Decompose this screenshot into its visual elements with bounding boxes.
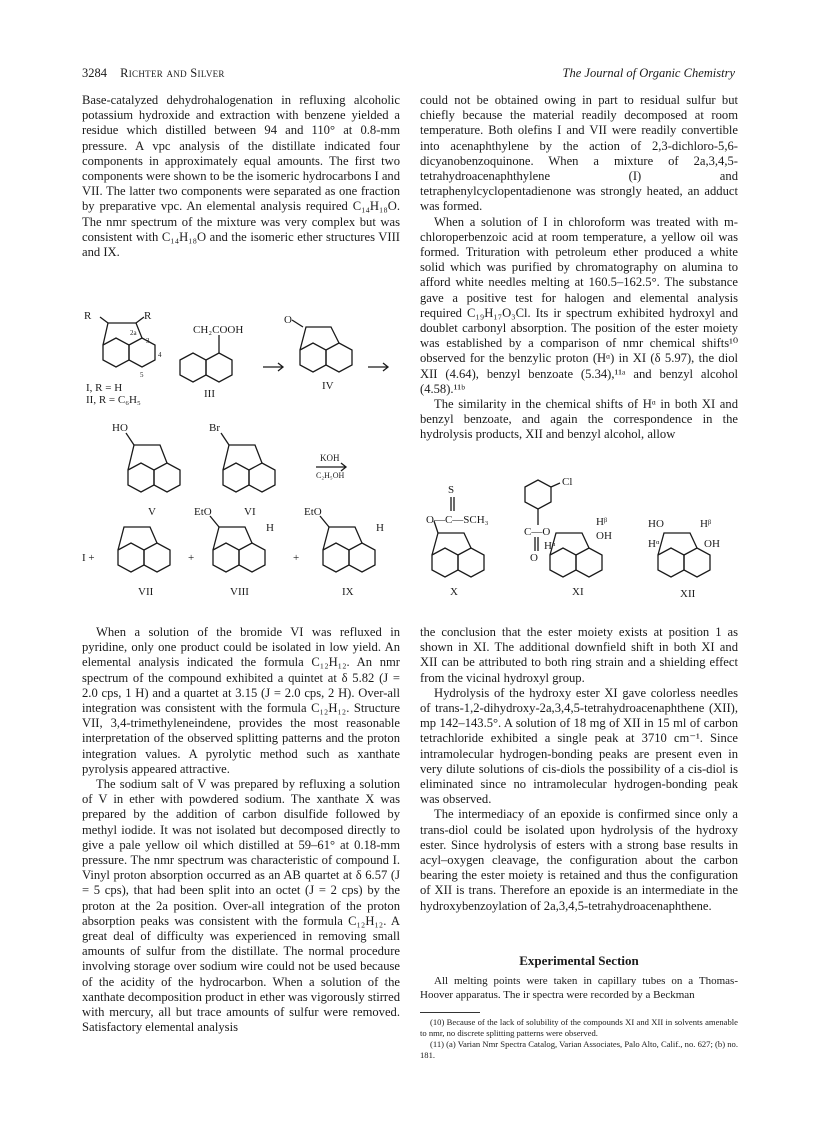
page-number: 3284 (82, 66, 107, 80)
section-heading: Experimental Section (519, 953, 639, 968)
label-XII-OH: OH (704, 538, 720, 550)
paragraph: When a solution of I in chloroform was treated with m-chloroperbenzoic acid at room temperature, a yellow oil was formed. Trituration with petroleum ether produced a white solid which was purified by chromatography on alumina to afford white needles melting at 160.5–162.5°. The substance gave a positive test for halogen and elemental analysis required C₁₉H₁₇O₃Cl. Its ir spectrum exhibited hydroxyl and doublet carbonyl absorption. The position of the ester moiety was established by a comparison of nmr chemical shifts¹⁰ observed for the benzylic proton (Hᵅ) in XI (δ 5.97), the diol XII (4.64), benzyl benzoate (5.34),¹¹ᵃ and benzyl alcohol (4.58).¹¹ᵇ (420, 214, 738, 396)
label-XII-HO: HO (648, 518, 664, 530)
label-plus-2: + (293, 552, 300, 564)
label-XII: XII (680, 588, 696, 600)
running-authors: Richter and Silver (120, 66, 225, 80)
label-VI: VI (244, 506, 256, 518)
column-left-top (82, 93, 400, 260)
paragraph: Hydrolysis of the hydroxy ester XI gave colorless needles of trans-1,2-dihydroxy-2a,3,4,5-tetrahydroacenaphthene (XII), mp 142–143.5°. A solution of 18 mg of XII in 15 ml of carbon tetrachloride exhibited a single peak at 3710 cm⁻¹. Since intramolecular hydrogen-bonding peaks are present even in very dilute solutions of cis-diols the possibility of a cis-diol is eliminated since no intramolecular hydrogen-bonding peak was observed. (420, 685, 738, 807)
paragraph: could not be obtained owing in part to residual sulfur but chiefly because the material readily decomposed at room temperature. Both olefins I and VII were readily convertible into acenaphthylene by the action of 2,3-dichloro-5,6-dicyanobenzoquinone. When a mixture of 2a,3,4,5-tetrahydroacenaphthylene (I) and tetraphenylcyclopentadienone was strongly heated, an adduct was formed. (420, 93, 738, 214)
label-XI-O: O (530, 552, 538, 564)
label-X-group: O—C—SCH₃ (426, 514, 489, 526)
label-VIII-sub: EtO (194, 506, 212, 518)
reaction-scheme-left (78, 305, 408, 605)
label-I-plus: I + (82, 552, 95, 564)
label-XII-Ha: Hᵅ (648, 538, 660, 550)
label-R-right: R (144, 310, 152, 322)
column-left-bottom (82, 625, 400, 1035)
column-right-bottom (420, 625, 738, 914)
footnotes (420, 1017, 738, 1061)
label-3: 3 (146, 337, 150, 345)
label-XII-Hb: Hᵝ (700, 518, 712, 530)
paragraph: The sodium salt of V was prepared by refluxing a solution of V in ether with powdered sodium. The xanthate X was prepared by the addition of carbon disulfide followed by methyl iodide. It was not isolated but decomposed directly to give a pale yellow oil which distilled at 59–61° at 0.18-mm pressure. The nmr spectrum was characteristic of compound I. Vinyl proton absorption occurred as an AB quartet at δ 6.57 (J = 5 cps), that had been split into an octet (J = 2 cps) by the proton at the 2a position. Over-all integration of the proton absorption peaks was consistent with the formula C₁₂H₁₂. A great deal of difficulty was experienced in removing small amounts of sulfur from the distillate. The normal procedure involving storage over sodium wire could not be used because of the acidity of the hydrocarbon. When a solution of the xanthate decomposition product in ether was vigorously stirred with mercury, all but trace amounts of sulfur were removed. Satisfactory elemental analysis (82, 777, 400, 1035)
label-plus-1: + (188, 552, 195, 564)
label-XI-Cl: Cl (562, 476, 573, 488)
label-koh-solvent: C₂H₅OH (316, 471, 345, 480)
label-XI-Ha: Hᵅ (544, 540, 556, 552)
footnote: (10) Because of the lack of solubility of the compounds XI and XII in solvents amenable to nmr, no discrete splitting patterns were observed. (420, 1017, 738, 1038)
label-IX-sub: EtO (304, 506, 322, 518)
column-right-top (420, 93, 738, 443)
paragraph: the conclusion that the ester moiety exists at position 1 as shown in XI. The additional downfield shift in both XI and XII can be attributed to both ring strain and a shielding effect from the vicinal hydroxyl group. (420, 625, 738, 685)
label-XI-CO: C—O (524, 526, 551, 538)
journal-title: The Journal of Organic Chemistry (562, 66, 735, 80)
paragraph: All melting points were taken in capillary tubes on a Thomas-Hoover apparatus. The ir spectra were recorded by a Beckman (420, 975, 738, 1001)
label-V-sub: HO (112, 422, 128, 434)
label-VII: VII (138, 586, 154, 598)
label-koh: KOH (320, 453, 340, 463)
reaction-scheme-right (420, 475, 740, 605)
page-header-left (82, 66, 225, 81)
label-2a: 2a (130, 329, 137, 337)
footnote-divider (420, 1012, 480, 1013)
label-IX-H: H (376, 522, 384, 534)
label-VI-sub: Br (209, 422, 220, 434)
label-XI-Hb: Hᵝ (596, 516, 608, 528)
paragraph: The similarity in the chemical shifts of Hᵅ in both XI and benzyl benzoate, and again the correspondence in the hydrolysis products, XII and benzyl alcohol, allow (420, 397, 738, 442)
experimental-text (420, 975, 738, 1002)
label-VIII-H: H (266, 522, 274, 534)
label-4: 4 (158, 351, 162, 359)
footnote: (11) (a) Varian Nmr Spectra Catalog, Varian Associates, Palo Alto, Calif., no. 627; (b) no. 181. (420, 1039, 738, 1060)
label-III: III (204, 388, 215, 400)
paragraph: Base-catalyzed dehydrohalogenation in refluxing alcoholic potassium hydroxide and extraction with benzene yielded a residue which distilled between 94 and 110° at 0.8-mm pressure. A vpc analysis of the distillate indicated four components in approximately equal amounts. The first two components were shown to be the isomeric hydrocarbons I and VII. The latter two components were separated as one fraction by preparative vpc. An elemental analysis required C₁₄H₁₈O. The nmr spectrum of the mixture was very complex but was consistent with C₁₄H₁₈O and the isomeric ether structures VIII and IX. (82, 93, 400, 260)
label-IV: IV (322, 380, 334, 392)
label-XI: XI (572, 586, 584, 598)
label-IV-O: O (284, 314, 292, 326)
label-5: 5 (140, 371, 144, 379)
label-II-def: II, R = C₆H₅ (86, 394, 141, 406)
paragraph: When a solution of the bromide VI was refluxed in pyridine, only one product could be isolated in low yield. An elemental analysis indicated the formula C₁₂H₁₂. An nmr spectrum of the compound exhibited a quintet at δ 5.82 (J = 2.0 cps, 1 H) and a quartet at 3.15 (J = 2.0 cps, 2 H). Over-all integration was consistent with the formula C₁₂H₁₂. Structure VII, 3,4-trimethyleneindene, provides the most reasonable interpretation of the observed splitting patterns and the proton integration values. A pyrolytic method such as xanthate pyrolysis appeared attractive. (82, 625, 400, 776)
label-V: V (148, 506, 156, 518)
label-IX: IX (342, 586, 354, 598)
label-R-left: R (84, 310, 92, 322)
label-XI-OH: OH (596, 530, 612, 542)
paragraph: The intermediacy of an epoxide is confirmed since only a trans-diol could be isolated upon hydrolysis of the hydroxy ester. Since hydrolysis of esters with a strong base results in acyl–oxygen cleavage, the configuration about the carbon bearing the ester moiety is retained and thus the configuration of XII is trans. Therefore an epoxide is an intermediate in the hydroxybenzoylation of 2a,3,4,5-tetrahydroacenaphthene. (420, 807, 738, 913)
label-III-sub: CH₂COOH (193, 324, 244, 336)
label-VIII: VIII (230, 586, 249, 598)
label-X-S: S (448, 484, 455, 496)
label-X: X (450, 586, 458, 598)
label-I-def: I, R = H (86, 382, 123, 394)
